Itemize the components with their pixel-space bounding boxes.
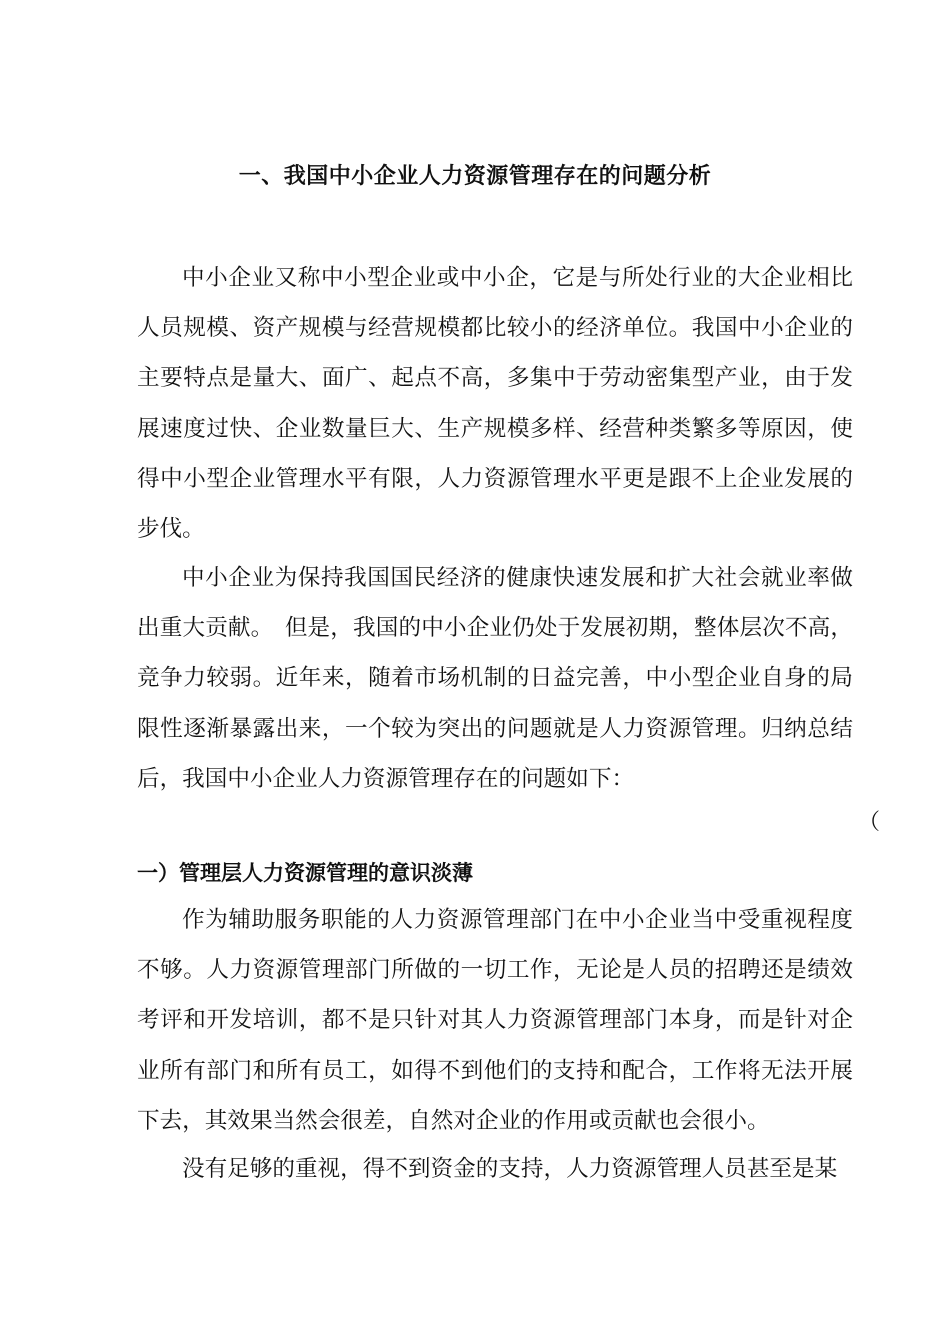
paragraph-contribution: 中小企业为保持我国国民经济的健康快速发展和扩大社会就业率做出重大贡献。 但是，我国的中小企业仍处于发展初期，整体层次不高，竞争力较弱。近年来，随着市场机制的日益完善，中小型企业自身的局限性逐渐暴露出来，一个较为突出的问题就是人力资源管理。归纳总结后，我国中小企业人力资源管理存在的问题如下： [137, 565, 853, 792]
subsection-heading: 一）管理层人力资源管理的意识淡薄 [137, 861, 473, 885]
section-title: 一、我国中小企业人力资源管理存在的问题分析 [238, 164, 712, 189]
paragraph-funding: 没有足够的重视，得不到资金的支持，人力资源管理人员甚至是某 [182, 1156, 838, 1182]
open-parenthesis: （ [858, 810, 881, 835]
paragraph-hr-department: 作为辅助服务职能的人力资源管理部门在中小企业当中受重视程度不够。人力资源管理部门所做的一切工作，无论是人员的招聘还是绩效考评和开发培训，都不是只针对其人力资源管理部门本身，而是针对企业所有部门和所有员工，如得不到他们的支持和配合，工作将无法开展下去，其效果当然会很差，自然对企业的作用或贡献也会很小。 [137, 907, 853, 1134]
paragraph-intro: 中小企业又称中小型企业或中小企，它是与所处行业的大企业相比人员规模、资产规模与经营规模都比较小的经济单位。我国中小企业的主要特点是量大、面广、起点不高，多集中于劳动密集型产业，由于发展速度过快、企业数量巨大、生产规模多样、经营种类繁多等原因，使得中小型企业管理水平有限，人力资源管理水平更是跟不上企业发展的步伐。 [137, 265, 853, 543]
